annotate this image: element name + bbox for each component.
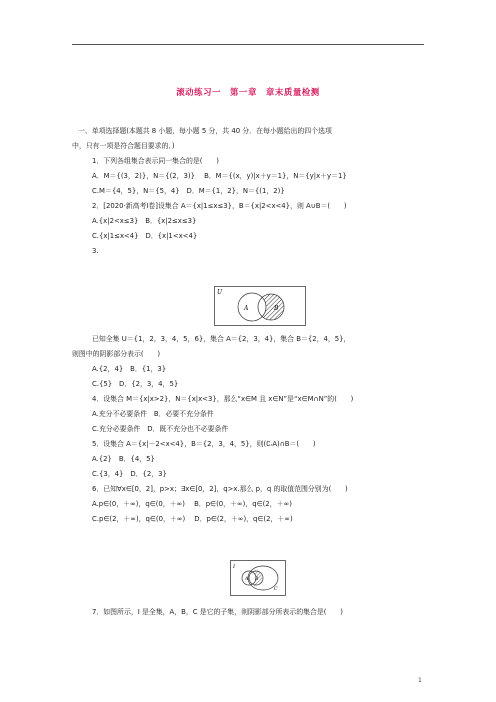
text-line: A.p∈(0，＋∞)，q∈(0，＋∞) B．p∈(0，＋∞)，q∈(2，＋∞)	[92, 500, 292, 508]
set-c-label: C	[274, 587, 278, 592]
set-a-label: A	[244, 305, 249, 312]
text-line: A.{2，4} B．{1，3}	[92, 365, 167, 373]
venn-diagram-figure-2	[230, 560, 286, 596]
page-title: 滚动练习一 第一章 章末质量检测	[176, 87, 320, 97]
text-line: A.{2} B．{4，5}	[92, 455, 155, 463]
text-line: 一、单项选择题(本题共 8 小题，每小题 5 分，共 40 分．在每小题给出的四个选项	[78, 127, 332, 135]
text-line: C.{5} D．{2，3，4，5}	[92, 380, 179, 388]
text-line: 中，只有一项是符合题目要求的．)	[72, 142, 175, 150]
text-line: C.M＝{4，5}，N＝{5，4} D．M＝{1，2}，N＝{(1，2)}	[92, 187, 285, 195]
text-line: 则图中的阴影部分表示( )	[72, 350, 161, 358]
set-b-label: B	[274, 305, 279, 312]
text-line: 6．已知∀x∈[0，2]，p>x；∃x∈[0，2]，q>x.那么 p，q 的取值范围分别为( )	[92, 485, 348, 493]
set-a-label: A	[245, 577, 249, 582]
text-line: 已知全集 U＝{1，2，3，4，5，6}，集合 A＝{2，3，4}，集合 B＝{2，4，5}，	[92, 335, 351, 343]
text-line: C.p∈(2，＋∞)，q∈(0，＋∞) D．p∈(2，＋∞)，q∈(2，＋∞)	[92, 515, 293, 523]
text-line: 3.	[92, 247, 99, 255]
universe-label: I	[233, 564, 235, 570]
set-b-label: B	[255, 577, 259, 582]
text-line: 4．设集合 M＝{x|x>2}，N＝{x|x<3}，那么“x∈M 且 x∈N”是“x∈M∩N”的( )	[92, 395, 354, 403]
text-line: C.{x|1≤x<4} D．{x|1<x<4}	[92, 232, 198, 240]
text-line: A.充分不必要条件 B．必要不充分条件	[92, 410, 214, 418]
text-line: 2．[2020·新高考Ⅰ卷]设集合 A＝{x|1≤x≤3}，B＝{x|2<x<4}，则 A∪B＝( )	[92, 202, 347, 210]
text-line: C.{3，4} D．{2，3}	[92, 470, 167, 478]
text-line: 5．设集合 A＝{x|－2<x<4}，B＝{2，3，4，5}，则(∁ᵣA)∩B＝( )	[92, 440, 316, 448]
text-line: 1．下列各组集合表示同一集合的是( )	[92, 157, 219, 165]
text-line: A．M＝{(3，2)}，N＝{(2，3)} B．M＝{(x，y)|x＋y＝1}，N＝{y|x＋y＝1}	[92, 172, 347, 180]
header-rule	[72, 44, 424, 45]
text-line: C.充分必要条件 D．既不充分也不必要条件	[92, 425, 229, 433]
text-line: A.{x|2<x≤3} B．{x|2≤x≤3}	[92, 217, 197, 225]
universe-label: U	[217, 289, 223, 296]
text-line: 7．如图所示，I 是全集，A，B，C 是它的子集，则阴影部分所表示的集合是( )	[92, 608, 343, 616]
venn-diagram-figure-1	[214, 286, 306, 326]
page-number: 1	[418, 677, 422, 684]
